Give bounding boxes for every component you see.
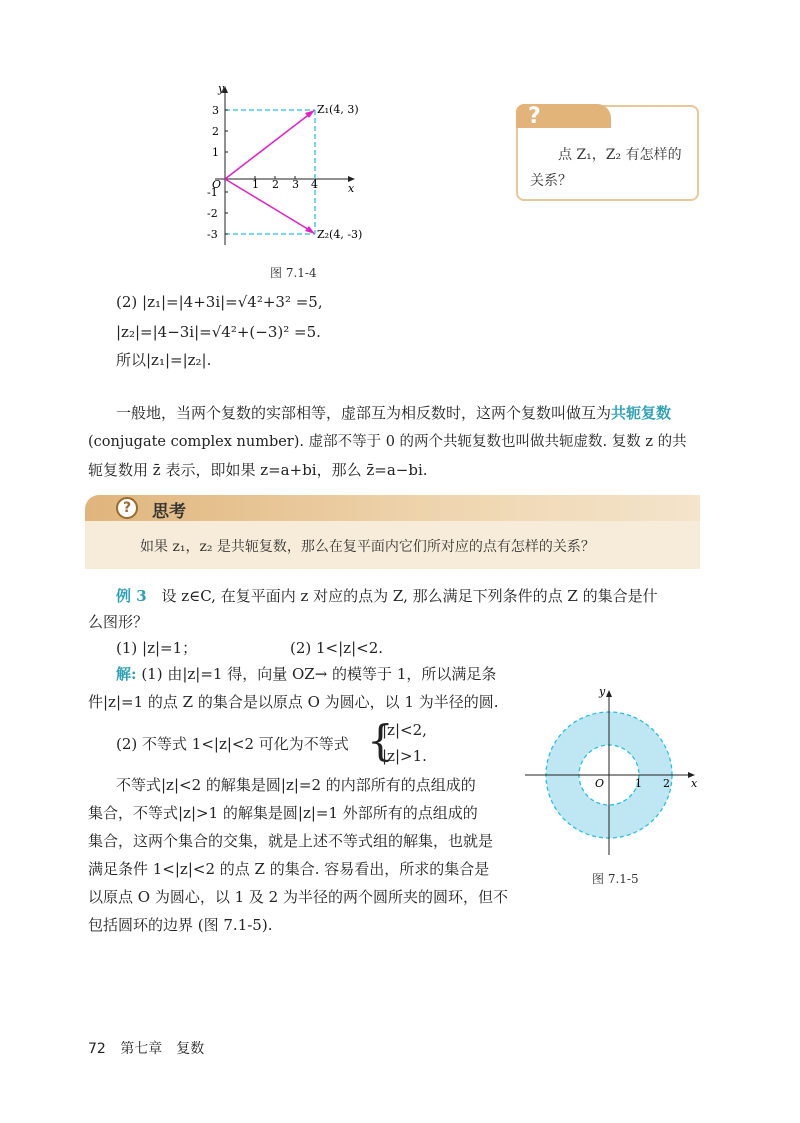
term-conjugate-complex: 共轭复数 (611, 404, 672, 422)
paragraph-line (116, 403, 671, 423)
brace: { (367, 716, 394, 765)
tick-2: 2 (663, 777, 670, 790)
condition-1: (1) |z|=1； (116, 639, 198, 657)
paragraph-text: 一般地，当两个复数的实部相等，虚部互为相反数时，这两个复数叫做互为 (116, 404, 612, 422)
tick-1: 1 (635, 777, 642, 790)
solution-text: (1) 由|z|=1 得，向量 OZ→ 的模等于 1，所以满足条 (141, 665, 497, 683)
solution-label: 解: (116, 665, 137, 683)
condition-2: (2) 1<|z|<2. (290, 639, 384, 657)
example-line (116, 586, 658, 606)
solution-line: 包括圆环的边界 (图 7.1-5). (88, 916, 273, 934)
solution-line: 不等式|z|<2 的解集是圆|z|=2 的内部所有的点组成的 (116, 776, 476, 794)
x-tick: 1 (252, 178, 259, 191)
origin-label: O (212, 178, 222, 191)
vector-oz1 (225, 113, 311, 179)
y-axis-label: y (599, 685, 606, 698)
x-tick: 3 (292, 178, 299, 191)
y-tick: -1 (207, 186, 218, 199)
figure-caption: 图 7.1-4 (270, 266, 317, 280)
origin-label: O (595, 777, 605, 790)
paragraph-line: (conjugate complex number). 虚部不等于 0 的两个共轭复数也叫做共轭虚数. 复数 z 的共 (88, 434, 687, 450)
point-z2-label: Z₂(4, -3) (317, 228, 363, 241)
y-axis-label: y (218, 82, 225, 95)
solution-line: 所以|z₁|=|z₂|. (116, 351, 212, 369)
paragraph-line: 轭复数用 z̄ 表示，即如果 z=a+bi，那么 z̄=a−bi. (88, 461, 428, 479)
example-label: 例 3 (116, 587, 147, 605)
x-axis-label: x (691, 777, 698, 790)
solution-line: |z₂|=|4−3i|=√4²+(−3)² =5. (116, 323, 321, 341)
y-tick: -2 (207, 207, 218, 220)
figure-7-1-5 (525, 683, 705, 863)
solution-line: 件|z|=1 的点 Z 的集合是以原点 O 为圆心，以 1 为半径的圆. (88, 693, 499, 711)
y-tick: 3 (212, 104, 219, 117)
chapter-title: 第七章 复数 (120, 1041, 205, 1057)
system-line: |z|>1. (382, 747, 427, 765)
example-text: 设 z∈C, 在复平面内 z 对应的点为 Z, 那么满足下列条件的点 Z 的集合是什 (161, 587, 658, 605)
point-z1-label: Z₁(4, 3) (317, 103, 359, 116)
page-number: 72 (88, 1041, 106, 1057)
y-tick: -3 (207, 228, 218, 241)
page-footer (88, 1038, 204, 1058)
solution-line: 以原点 O 为圆心，以 1 及 2 为半径的两个圆所夹的圆环，但不 (88, 888, 508, 906)
x-tick: 2 (272, 178, 279, 191)
think-text: 如果 z₁，z₂ 是共轭复数，那么在复平面内它们所对应的点有怎样的关系？ (140, 539, 595, 555)
question-icon: ? (116, 497, 138, 519)
solution-line: 集合，这两个集合的交集，就是上述不等式组的解集，也就是 (88, 832, 494, 850)
y-tick: 2 (212, 125, 219, 138)
system-line: |z|<2, (382, 721, 427, 739)
think-title: 思考 (152, 502, 186, 522)
solution-line: (2) 不等式 1<|z|<2 可化为不等式 (116, 735, 349, 753)
y-tick: 1 (212, 146, 219, 159)
solution-line: (2) |z₁|=|4+3i|=√4²+3² =5, (116, 293, 323, 311)
side-question-text: 点 Z₁，Z₂ 有怎样的关系？ (530, 147, 682, 189)
figure-caption: 图 7.1-5 (592, 872, 639, 886)
x-axis-label: x (348, 182, 355, 195)
example-line: 么图形？ (88, 613, 149, 631)
question-mark-icon: ? (528, 104, 541, 129)
x-tick: 4 (311, 178, 318, 191)
solution-line: 满足条件 1<|z|<2 的点 Z 的集合. 容易看出，所求的集合是 (88, 860, 490, 878)
figure-7-1-4 (190, 80, 390, 255)
solution-line (116, 664, 496, 684)
solution-line: 集合，不等式|z|>1 的解集是圆|z|=1 外部所有的点组成的 (88, 804, 478, 822)
